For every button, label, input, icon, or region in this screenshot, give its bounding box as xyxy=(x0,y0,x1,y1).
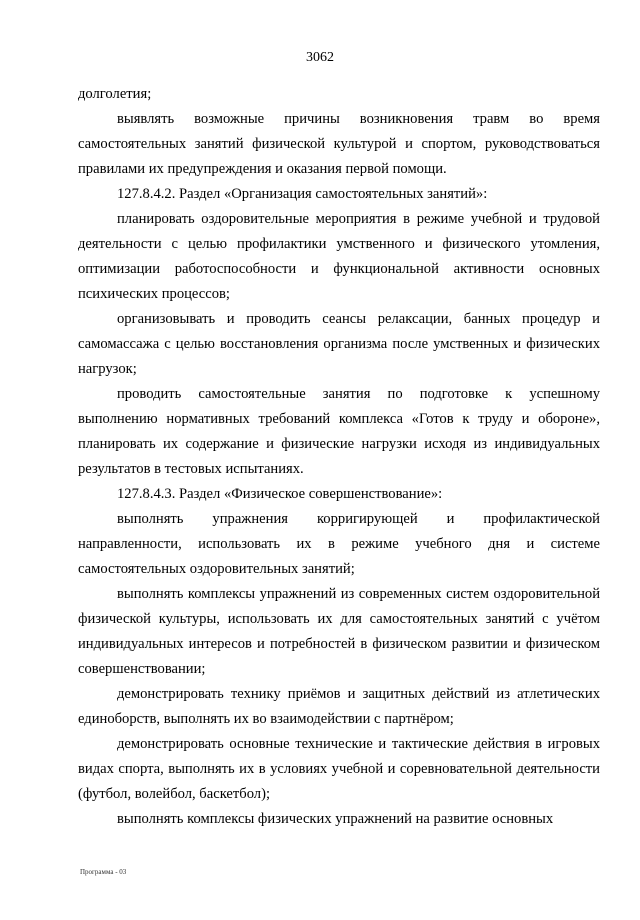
paragraph: выявлять возможные причины возникновения травм во время самостоятельных занятий физической культурой и спортом, руководствоваться правилами их предупреждения и оказания первой помощи. xyxy=(78,111,600,177)
paragraph: демонстрировать основные технические и тактические действия в игровых видах спорта, выполнять их в условиях учебной и соревновательной деятельности (футбол, волейбол, баскетбол); xyxy=(78,736,600,802)
paragraph: выполнять комплексы упражнений из современных систем оздоровительной физической культуры, использовать их для самостоятельных занятий с учётом индивидуальных интересов и потребностей в физическом развитии и физическом совершенствовании; xyxy=(78,586,600,677)
paragraph: демонстрировать технику приёмов и защитных действий из атлетических единоборств, выполнять их во взаимодействии с партнёром; xyxy=(78,686,600,727)
paragraph-continuation: долголетия; xyxy=(78,86,152,102)
section-heading: 127.8.4.3. Раздел «Физическое совершенствование»: xyxy=(117,486,443,502)
paragraph: планировать оздоровительные мероприятия в режиме учебной и трудовой деятельности с целью профилактики умственного и физического утомления, оптимизации работоспособности и функциональной активности основных психических процессов; xyxy=(78,211,600,302)
page-number: 3062 xyxy=(306,50,334,65)
footer-label: Программа - 03 xyxy=(80,868,127,876)
document-body xyxy=(78,82,600,832)
paragraph: выполнять комплексы физических упражнений на развитие основных xyxy=(117,811,554,827)
paragraph: организовывать и проводить сеансы релаксации, банных процедур и самомассажа с целью восстановления организма после умственных и физических нагрузок; xyxy=(78,311,600,377)
paragraph: выполнять упражнения корригирующей и профилактической направленности, использовать их в режиме учебного дня и системе самостоятельных оздоровительных занятий; xyxy=(78,511,600,577)
section-heading: 127.8.4.2. Раздел «Организация самостоятельных занятий»: xyxy=(117,186,488,202)
paragraph: проводить самостоятельные занятия по подготовке к успешному выполнению нормативных требований комплекса «Готов к труду и обороне», планировать их содержание и физические нагрузки исходя из индивидуальных результатов в тестовых испытаниях. xyxy=(78,386,600,477)
